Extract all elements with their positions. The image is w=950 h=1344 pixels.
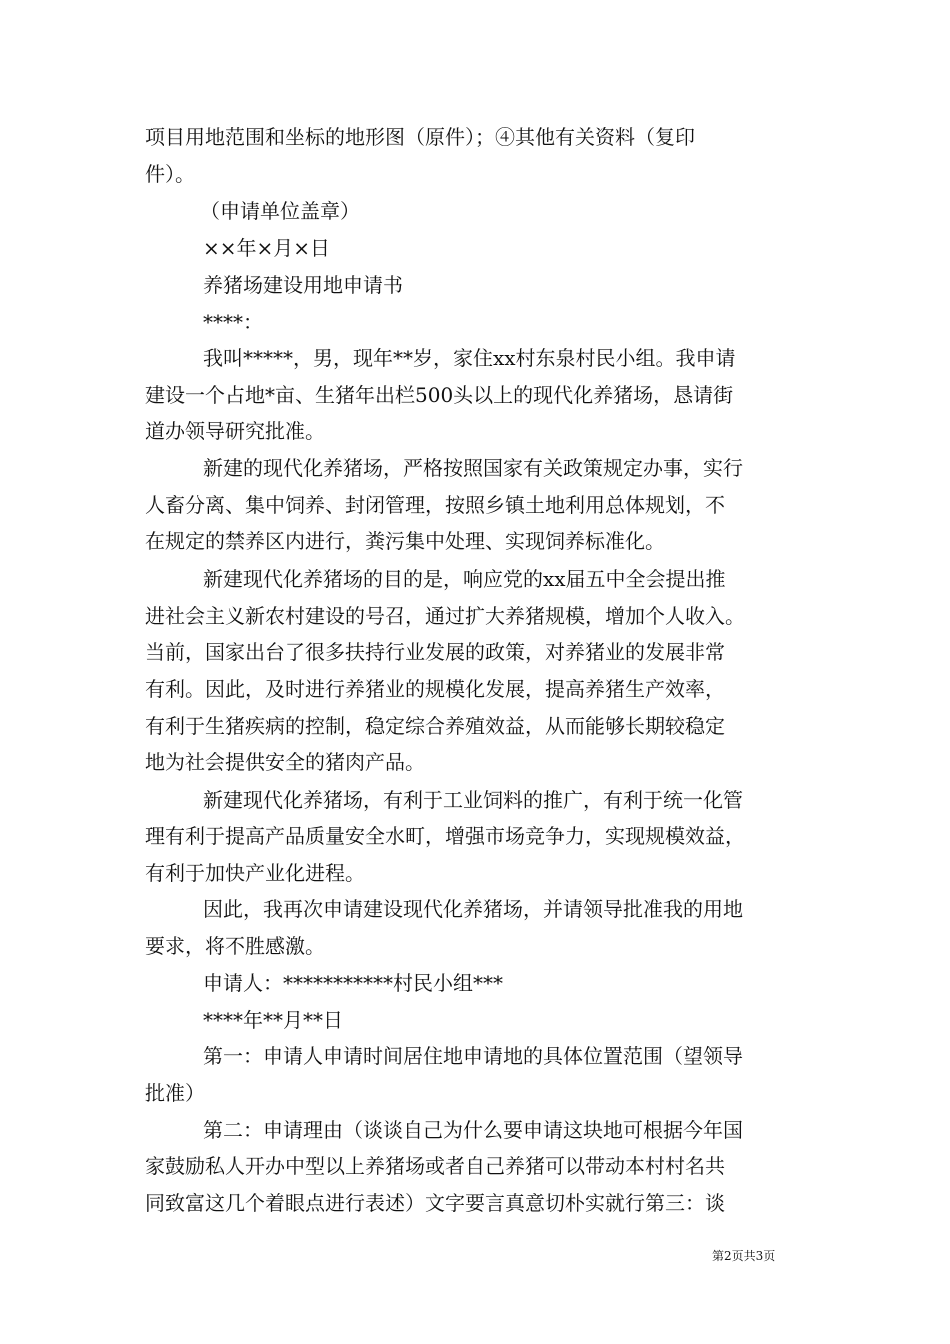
text-line: 新建的现代化养猪场，严格按照国家有关政策规定办事，实行 [203,456,743,480]
document-title: 养猪场建设用地申请书 [203,273,403,297]
text-line: 道办领导研究批准。 [145,419,325,443]
text-line: 有利于加快产业化进程。 [145,861,365,885]
text-line: 要求，将不胜感激。 [145,934,325,958]
page-number: 第2页共3页 [712,1249,776,1263]
text-line: 理有利于提高产品质量安全水町，增强市场竞争力，实现规模效益， [145,824,745,848]
text-line: 第二：申请理由（谈谈自己为什么要申请这块地可根据今年国 [203,1118,743,1142]
text-line: 项目用地范围和坐标的地形图（原件）；④其他有关资料（复印 [145,125,695,149]
stamp-note: （申请单位盖章） [200,199,360,223]
text-line: 当前，国家出台了很多扶持行业发展的政策，对养猪业的发展非常 [145,640,725,664]
text-line: 第一：申请人申请时间居住地申请地的具体位置范围（望领导 [203,1044,743,1068]
text-line: 件）。 [145,162,195,186]
date-line: ××年×月×日 [203,236,331,260]
applicant-line: 申请人：***********村民小组*** [203,971,503,995]
date-line: ****年**月**日 [203,1008,343,1032]
text-line: 进社会主义新农村建设的号召，通过扩大养猪规模，增加个人收入。 [145,604,745,628]
text-line: 新建现代化养猪场，有利于工业饲料的推广，有利于统一化管 [203,788,743,812]
salutation: ****： [203,310,263,334]
text-line: 批准） [145,1081,205,1105]
text-line: 因此，我再次申请建设现代化养猪场，并请领导批准我的用地 [203,897,743,921]
text-line: 有利于生猪疾病的控制，稳定综合养殖效益，从而能够长期较稳定 [145,714,725,738]
text-line: 人畜分离、集中饲养、封闭管理，按照乡镇土地利用总体规划，不 [145,493,725,517]
text-line: 我叫*****，男，现年**岁，家住xx村东泉村民小组。我申请 [203,346,736,370]
text-line: 在规定的禁养区内进行，粪污集中处理、实现饲养标准化。 [145,529,665,553]
text-line: 有利。因此，及时进行养猪业的规模化发展，提高养猪生产效率， [145,677,725,701]
text-line: 新建现代化养猪场的目的是，响应党的xx届五中全会提出推 [203,567,726,591]
text-line: 建设一个占地*亩、生猪年出栏500头以上的现代化养猪场，恳请街 [145,383,734,407]
text-line: 地为社会提供安全的猪肉产品。 [145,750,425,774]
text-line: 家鼓励私人开办中型以上养猪场或者自己养猪可以带动本村村名共 [145,1154,725,1178]
text-line: 同致富这几个着眼点进行表述）文字要言真意切朴实就行第三：谈 [145,1191,725,1215]
